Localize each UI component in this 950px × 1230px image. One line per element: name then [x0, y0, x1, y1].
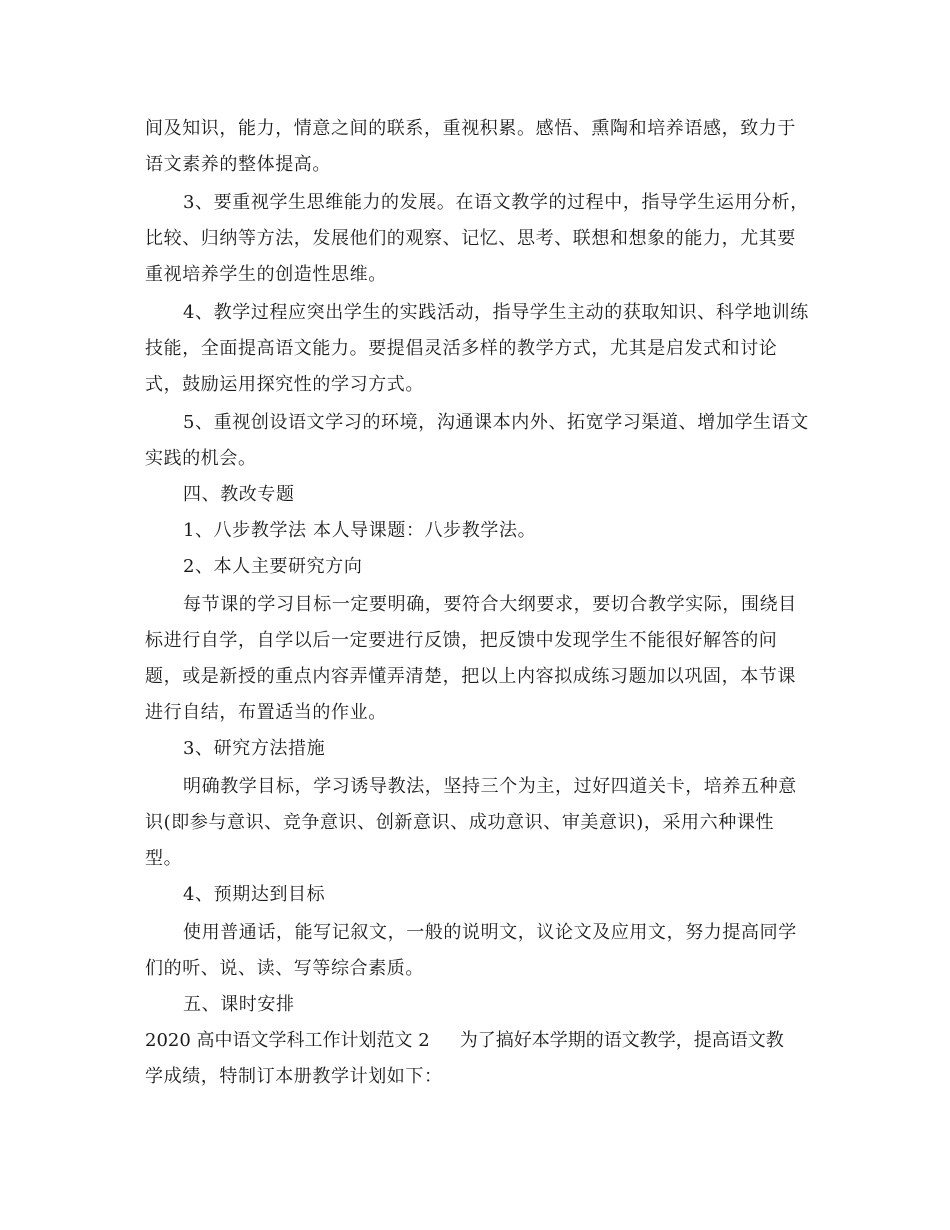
text-line: 使用普通话，能写记叙文，一般的说明文，议论文及应用文，努力提高同学 [183, 922, 797, 943]
text-line: 学成绩，特制订本册教学计划如下： [145, 1066, 443, 1087]
text-line: 1、八步教学法 本人导课题：八步教学法。 [183, 520, 537, 541]
subsection-heading: 4、预期达到目标 [183, 884, 326, 905]
text-line: 标进行自学，自学以后一定要进行反馈，把反馈中发现学生不能很好解答的问 [145, 630, 778, 651]
text-line: 比较、归纳等方法，发展他们的观察、记忆、思考、联想和想象的能力，尤其要 [145, 228, 796, 249]
next-section-text: 为了搞好本学期的语文教学，提高语文教 [459, 1030, 784, 1051]
text-line: 每节课的学习目标一定要明确，要符合大纲要求，要切合教学实际，围绕目 [183, 594, 797, 615]
text-line: 题，或是新授的重点内容弄懂弄清楚，把以上内容拟成练习题加以巩固，本节课 [145, 666, 796, 687]
text-line: 4、教学过程应突出学生的实践活动，指导学生主动的获取知识、科学地训练 [183, 302, 809, 323]
text-line: 实践的机会。 [145, 448, 257, 469]
text-line: 式，鼓励运用探究性的学习方式。 [145, 374, 424, 395]
subsection-heading: 3、研究方法措施 [183, 738, 326, 759]
text-line: 3、要重视学生思维能力的发展。在语文教学的过程中，指导学生运用分析， [183, 192, 809, 213]
text-line: 型。 [145, 848, 183, 869]
section-heading: 四、教改专题 [183, 484, 295, 505]
subsection-heading: 2、本人主要研究方向 [183, 556, 363, 577]
text-line: 识(即参与意识、竞争意识、创新意识、成功意识、审美意识)，采用六种课性 [145, 812, 775, 833]
next-section-title: 2020 高中语文学科工作计划范文 2 [145, 1030, 430, 1051]
text-line: 们的听、说、读、写等综合素质。 [145, 958, 424, 979]
text-line: 间及知识，能力，情意之间的联系，重视积累。感悟、熏陶和培养语感，致力于 [145, 118, 796, 139]
text-line: 5、重视创设语文学习的环境，沟通课本内外、拓宽学习渠道、增加学生语文 [183, 412, 809, 433]
text-line: 技能，全面提高语文能力。要提倡灵活多样的教学方式，尤其是启发式和讨论 [145, 338, 778, 359]
text-line: 重视培养学生的创造性思维。 [145, 264, 387, 285]
text-line: 语文素养的整体提高。 [145, 154, 331, 175]
text-line: 进行自结，布置适当的作业。 [145, 702, 387, 723]
text-line: 明确教学目标，学习诱导教法，坚持三个为主，过好四道关卡，培养五种意 [183, 776, 797, 797]
next-section-line [145, 1026, 784, 1056]
section-heading: 五、课时安排 [183, 994, 295, 1015]
